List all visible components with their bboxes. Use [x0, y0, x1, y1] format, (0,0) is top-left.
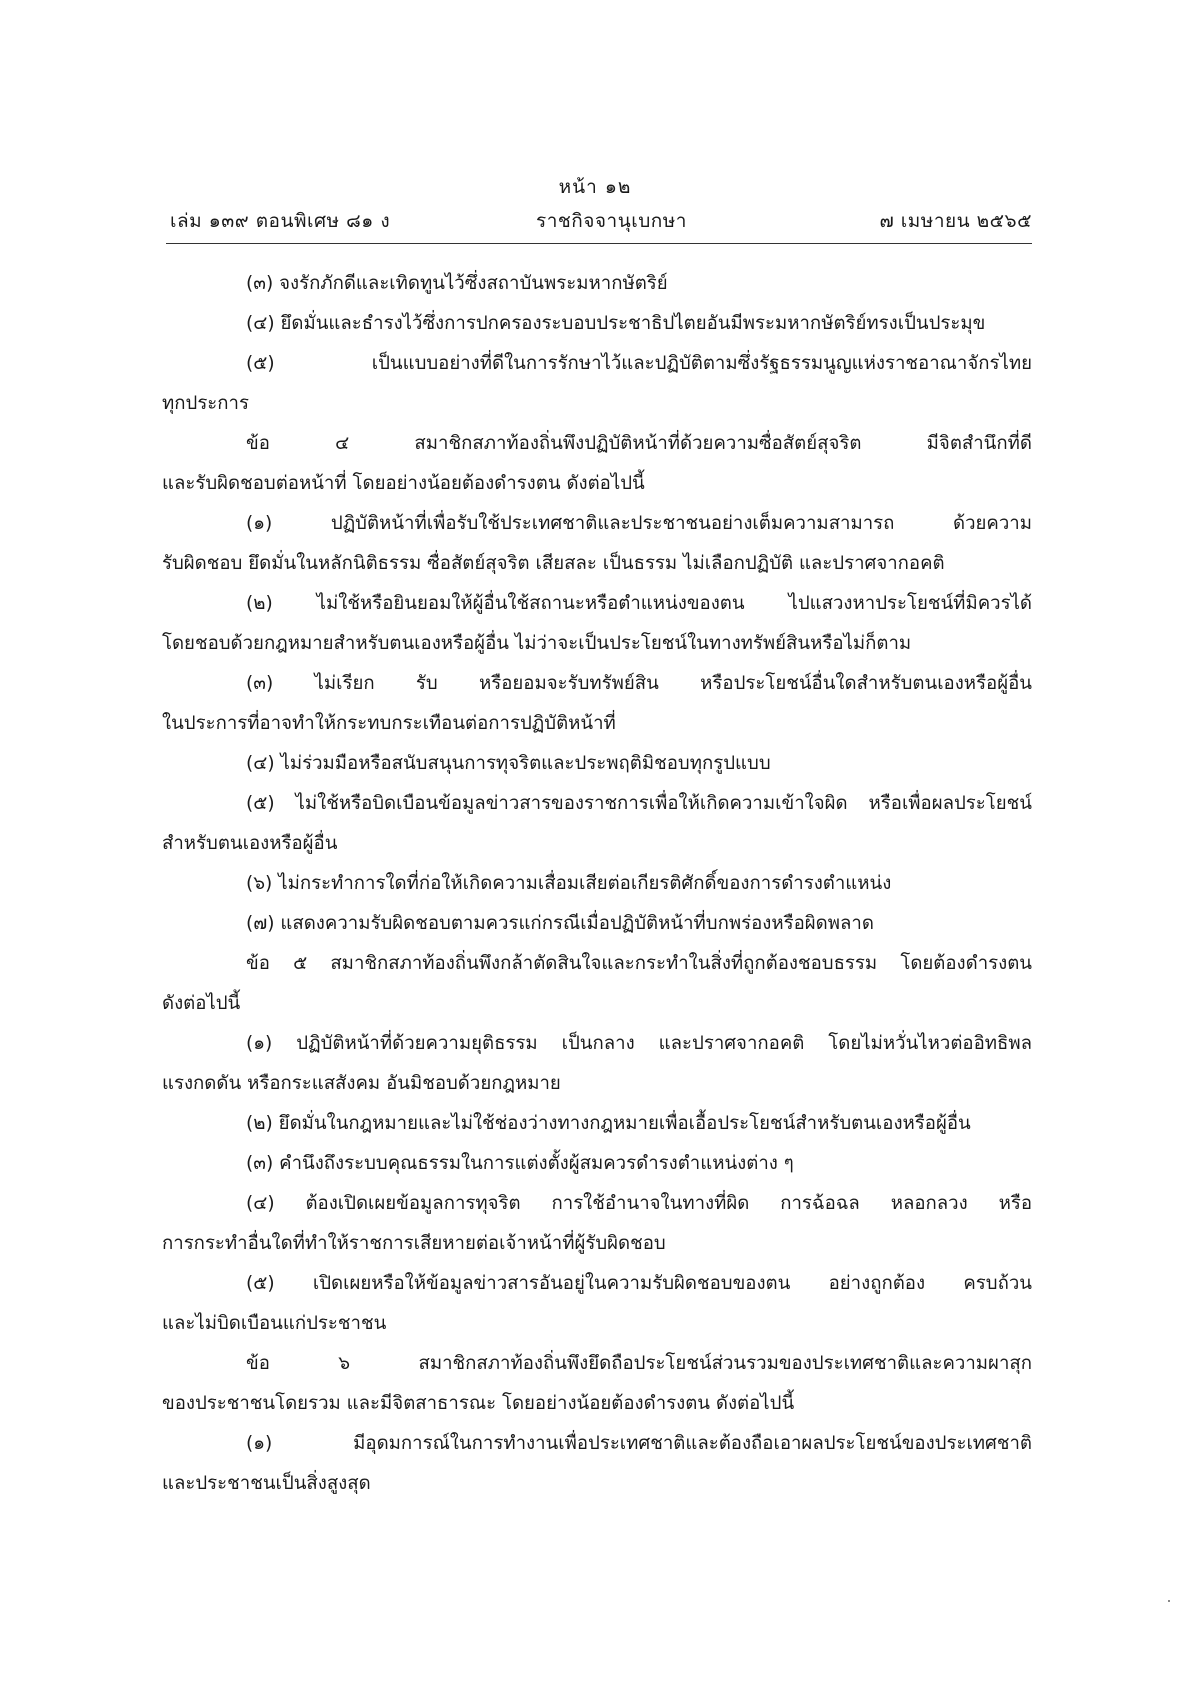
- text-line: (๕) เป็นแบบอย่างที่ดีในการรักษาไว้และปฏิบัติตามซึ่งรัฐธรรมนูญแห่งราชอาณาจักรไทย: [246, 353, 1032, 374]
- document-body: [162, 264, 1032, 1504]
- header-divider: [166, 243, 1032, 244]
- text-line: ดังต่อไปนี้: [162, 993, 241, 1014]
- text-line: ทุกประการ: [162, 393, 249, 414]
- text-line: (๗) แสดงความรับผิดชอบตามควรแก่กรณีเมื่อปฏิบัติหน้าที่บกพร่องหรือผิดพลาด: [246, 913, 874, 934]
- text-line: และไม่บิดเบือนแก่ประชาชน: [162, 1313, 387, 1334]
- gazette-header: [166, 206, 1032, 236]
- text-line: การกระทำอื่นใดที่ทำให้ราชการเสียหายต่อเจ้าหน้าที่ผู้รับผิดชอบ: [162, 1233, 666, 1254]
- text-line: สำหรับตนเองหรือผู้อื่น: [162, 833, 338, 854]
- text-line: (๕) ไม่ใช้หรือบิดเบือนข้อมูลข่าวสารของราชการเพื่อให้เกิดความเข้าใจผิด หรือเพื่อผลประโยชน์: [246, 793, 1032, 814]
- text-line: ข้อ ๕ สมาชิกสภาท้องถิ่นพึงกล้าตัดสินใจและกระทำในสิ่งที่ถูกต้องชอบธรรม โดยต้องดำรงตน: [246, 953, 1032, 974]
- text-line: ข้อ ๖ สมาชิกสภาท้องถิ่นพึงยึดถือประโยชน์ส่วนรวมของประเทศชาติและความผาสุก: [246, 1353, 1032, 1374]
- text-line: รับผิดชอบ ยึดมั่นในหลักนิติธรรม ซื่อสัตย์สุจริต เสียสละ เป็นธรรม ไม่เลือกปฏิบัติ และปราศจากอคติ: [162, 553, 945, 574]
- publication-date: ๗ เมษายน ๒๕๖๕: [879, 210, 1032, 232]
- text-line: (๒) ไม่ใช้หรือยินยอมให้ผู้อื่นใช้สถานะหรือตำแหน่งของตน ไปแสวงหาประโยชน์ที่มิควรได้: [246, 593, 1032, 614]
- text-line: โดยชอบด้วยกฎหมายสำหรับตนเองหรือผู้อื่น ไม่ว่าจะเป็นประโยชน์ในทางทรัพย์สินหรือไม่ก็ตาม: [162, 633, 912, 654]
- text-line: (๔) ต้องเปิดเผยข้อมูลการทุจริต การใช้อำนาจในทางที่ผิด การฉ้อฉล หลอกลวง หรือ: [246, 1193, 1032, 1214]
- text-line: ในประการที่อาจทำให้กระทบกระเทือนต่อการปฏิบัติหน้าที่: [162, 713, 616, 734]
- page-number: หน้า ๑๒: [558, 176, 632, 198]
- text-line: (๔) ยึดมั่นและธำรงไว้ซึ่งการปกครองระบอบประชาธิปไตยอันมีพระมหากษัตริย์ทรงเป็นประมุข: [246, 313, 986, 334]
- text-line: (๑) ปฏิบัติหน้าที่ด้วยความยุติธรรม เป็นกลาง และปราศจากอคติ โดยไม่หวั่นไหวต่ออิทธิพล: [246, 1033, 1032, 1054]
- scan-speck: [1168, 1600, 1170, 1602]
- text-line: (๖) ไม่กระทำการใดที่ก่อให้เกิดความเสื่อมเสียต่อเกียรติศักดิ์ของการดำรงตำแหน่ง: [246, 873, 892, 894]
- text-line: (๒) ยึดมั่นในกฎหมายและไม่ใช้ช่องว่างทางกฎหมายเพื่อเอื้อประโยชน์สำหรับตนเองหรือผู้อื่น: [246, 1113, 971, 1134]
- text-line: (๑) ปฏิบัติหน้าที่เพื่อรับใช้ประเทศชาติและประชาชนอย่างเต็มความสามารถ ด้วยความ: [246, 513, 1032, 534]
- text-line: (๕) เปิดเผยหรือให้ข้อมูลข่าวสารอันอยู่ในความรับผิดชอบของตน อย่างถูกต้อง ครบถ้วน: [246, 1273, 1032, 1294]
- text-line: (๓) จงรักภักดีและเทิดทูนไว้ซึ่งสถาบันพระมหากษัตริย์: [246, 273, 668, 294]
- volume-issue: เล่ม ๑๓๙ ตอนพิเศษ ๘๑ ง: [170, 210, 391, 232]
- text-line: และประชาชนเป็นสิ่งสูงสุด: [162, 1473, 371, 1494]
- text-line: ข้อ ๔ สมาชิกสภาท้องถิ่นพึงปฏิบัติหน้าที่ด้วยความซื่อสัตย์สุจริต มีจิตสำนึกที่ดี: [246, 433, 1032, 454]
- journal-name: ราชกิจจานุเบกษา: [536, 210, 687, 232]
- text-line: (๓) คำนึงถึงระบบคุณธรรมในการแต่งตั้งผู้สมควรดำรงตำแหน่งต่าง ๆ: [246, 1153, 794, 1174]
- text-line: (๑) มีอุดมการณ์ในการทำงานเพื่อประเทศชาติและต้องถือเอาผลประโยชน์ของประเทศชาติ: [246, 1433, 1032, 1454]
- text-line: และรับผิดชอบต่อหน้าที่ โดยอย่างน้อยต้องดำรงตน ดังต่อไปนี้: [162, 473, 645, 494]
- text-line: แรงกดดัน หรือกระแสสังคม อันมิชอบด้วยกฎหมาย: [162, 1073, 561, 1094]
- text-line: ของประชาชนโดยรวม และมีจิตสาธารณะ โดยอย่างน้อยต้องดำรงตน ดังต่อไปนี้: [162, 1393, 795, 1414]
- text-line: (๔) ไม่ร่วมมือหรือสนับสนุนการทุจริตและประพฤติมิชอบทุกรูปแบบ: [246, 753, 771, 774]
- text-line: (๓) ไม่เรียก รับ หรือยอมจะรับทรัพย์สิน หรือประโยชน์อื่นใดสำหรับตนเองหรือผู้อื่น: [246, 673, 1032, 694]
